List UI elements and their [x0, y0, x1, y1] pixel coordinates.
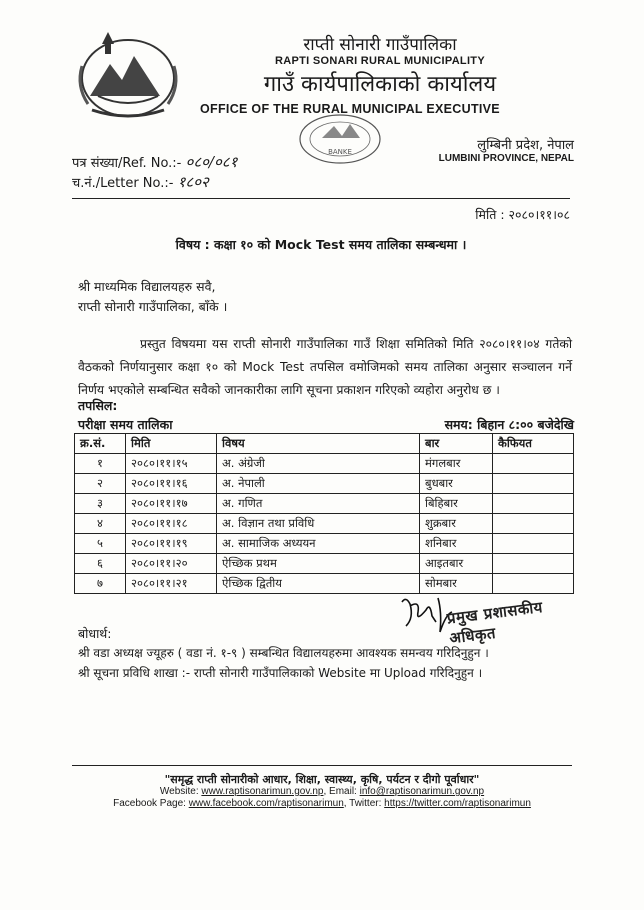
- col-header-remarks: कैफियत: [493, 434, 574, 454]
- cell-sn: ३: [75, 494, 126, 514]
- cell-sn: ४: [75, 514, 126, 534]
- cc-line-2: श्री सूचना प्रविधि शाखा :- राप्ती सोनारी गाउँपालिकाको Website मा Upload गरिदिनुहुन ।: [78, 666, 483, 680]
- cell-day: बिहिबार: [420, 494, 493, 514]
- col-header-sn: क्र.सं.: [75, 434, 126, 454]
- addressee-line-2: राप्ती सोनारी गाउँपालिका, बाँके ।: [78, 299, 228, 314]
- twitter-link[interactable]: https://twitter.com/raptisonarimun: [384, 798, 531, 809]
- table-header-row: [75, 434, 574, 454]
- nepal-emblem-logo: [68, 26, 188, 122]
- schedule-time: समय: बिहान ८:०० बजेदेखि: [444, 417, 574, 432]
- details-heading: तपसिल:: [78, 398, 118, 413]
- province-np: लुम्बिनी प्रदेश, नेपाल: [477, 138, 574, 153]
- letter-value: १८०२: [177, 173, 209, 191]
- table-row: [75, 534, 574, 554]
- cell-date: २०८०।११।२१: [126, 574, 217, 594]
- letter-subject: विषय : कक्षा १० को Mock Test समय तालिका सम्बन्धमा ।: [175, 237, 467, 252]
- email-link[interactable]: info@raptisonarimun.gov.np: [359, 786, 485, 797]
- col-header-subject: विषय: [217, 434, 420, 454]
- office-name-np: गाउँ कार्यपालिकाको कार्यालय: [263, 72, 497, 97]
- table-row: [75, 574, 574, 594]
- ref-label: पत्र संख्या/Ref. No.:-: [72, 156, 182, 171]
- header-divider: [72, 198, 570, 199]
- cell-day: बुधबार: [420, 474, 493, 494]
- footer-contact: [72, 786, 572, 797]
- municipality-name-en: RAPTI SONARI RURAL MUNICIPALITY: [275, 55, 485, 67]
- cell-remarks: [493, 514, 574, 534]
- letter-label: च.नं./Letter No.:-: [72, 176, 174, 191]
- cell-subject: अ. अंग्रेजी: [217, 454, 420, 474]
- table-row: [75, 494, 574, 514]
- cc-line-1: श्री वडा अध्यक्ष ज्यूहरु ( वडा नं. १-९ ) सम्बन्धित विद्यालयहरुमा आवश्यक समन्वय गरिदिनुहुन ।: [78, 646, 489, 660]
- cell-subject: अ. विज्ञान तथा प्रविधि: [217, 514, 420, 534]
- cell-sn: ७: [75, 574, 126, 594]
- cell-sn: १: [75, 454, 126, 474]
- cell-date: २०८०।११।१८: [126, 514, 217, 534]
- col-header-day: बार: [420, 434, 493, 454]
- office-name-en: OFFICE OF THE RURAL MUNICIPAL EXECUTIVE: [200, 102, 500, 116]
- table-row: [75, 454, 574, 474]
- cell-day: शुक्रबार: [420, 514, 493, 534]
- table-row: [75, 554, 574, 574]
- exam-schedule-table: [74, 433, 574, 594]
- cell-day: शनिबार: [420, 534, 493, 554]
- cell-subject: अ. गणित: [217, 494, 420, 514]
- cell-day: मंगलबार: [420, 454, 493, 474]
- cell-subject: ऐच्छिक द्वितीय: [217, 574, 420, 594]
- cell-date: २०८०।११।२०: [126, 554, 217, 574]
- cell-remarks: [493, 494, 574, 514]
- cell-subject: ऐच्छिक प्रथम: [217, 554, 420, 574]
- cell-day: सोमबार: [420, 574, 493, 594]
- cell-remarks: [493, 554, 574, 574]
- cell-date: २०८०।११।१७: [126, 494, 217, 514]
- svg-text:BANKE: BANKE: [328, 148, 352, 156]
- cell-sn: ५: [75, 534, 126, 554]
- footer-motto: "समृद्ध राप्ती सोनारीको आधार, शिक्षा, स्वास्थ्य, कृषि, पर्यटन र दीगो पूर्वाधार": [164, 773, 480, 786]
- letter-number: [72, 172, 209, 192]
- website-link[interactable]: www.raptisonarimun.gov.np: [201, 786, 324, 797]
- twitter-label: , Twitter:: [343, 798, 382, 809]
- ref-number: [72, 152, 237, 172]
- cell-remarks: [493, 474, 574, 494]
- cell-remarks: [493, 534, 574, 554]
- cell-date: २०८०।११।१९: [126, 534, 217, 554]
- table-row: [75, 474, 574, 494]
- cell-sn: २: [75, 474, 126, 494]
- website-label: Website:: [159, 786, 199, 797]
- footer-divider: [72, 765, 572, 766]
- cell-remarks: [493, 574, 574, 594]
- table-row: [75, 514, 574, 534]
- cell-remarks: [493, 454, 574, 474]
- municipality-name-np: राप्ती सोनारी गाउँपालिका: [303, 35, 457, 55]
- cc-label: बोधार्थ:: [78, 626, 112, 641]
- cell-date: २०८०।११।१५: [126, 454, 217, 474]
- addressee-line-1: श्री माध्यमिक विद्यालयहरु सवै,: [78, 279, 216, 294]
- email-label: , Email:: [323, 786, 357, 797]
- cell-day: आइतबार: [420, 554, 493, 574]
- schedule-title: परीक्षा समय तालिका: [78, 417, 173, 432]
- province-en: LUMBINI PROVINCE, NEPAL: [438, 153, 574, 164]
- letter-date: मिति : २०८०।११।०८: [475, 207, 570, 222]
- cell-subject: अ. सामाजिक अध्ययन: [217, 534, 420, 554]
- facebook-label: Facebook Page:: [113, 798, 186, 809]
- officer-stamp: प्रमुख प्रशासकीय अधिकृत: [445, 597, 544, 648]
- cell-sn: ६: [75, 554, 126, 574]
- cell-date: २०८०।११।१६: [126, 474, 217, 494]
- facebook-link[interactable]: www.facebook.com/raptisonarimun: [188, 798, 344, 809]
- col-header-date: मिति: [126, 434, 217, 454]
- letter-body: प्रस्तुत विषयमा यस राप्ती सोनारी गाउँपालिका गाउँ शिक्षा समितिको मिति २०८०।११।०४ गतेको वैठकको निर्णयानुसार कक्षा १० को Mock Test तपसिल वमोजिमको समय तालिका अनुसार सञ्चालन गर्ने निर्णय भएकोले सम्बन्धित सवैको जानकारीका लागि सूचना प्रकाशन गरिएको व्यहोरा अनुरोध छ ।: [78, 337, 572, 397]
- office-seal: [292, 110, 388, 168]
- cell-subject: अ. नेपाली: [217, 474, 420, 494]
- footer-social: [40, 798, 604, 809]
- ref-value: ०८०/०८१: [185, 153, 238, 171]
